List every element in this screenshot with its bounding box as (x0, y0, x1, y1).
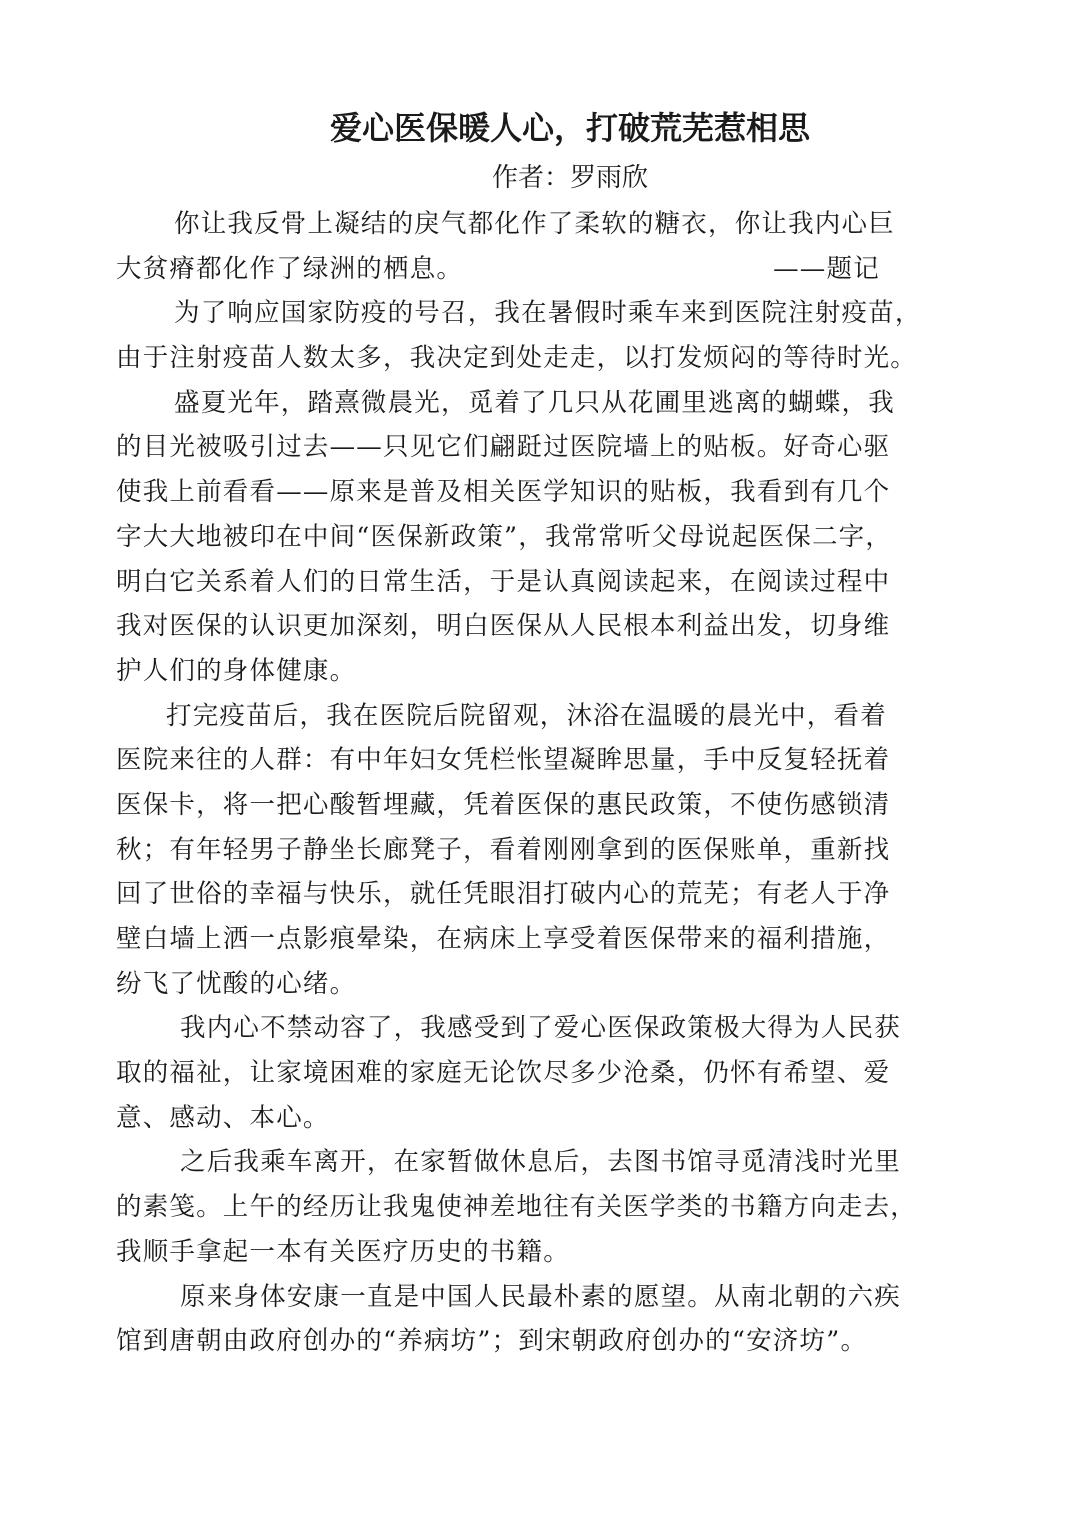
paragraph-line: 秋；有年轻男子静坐长廊凳子，看着刚刚拿到的医保账单，重新找 (116, 834, 891, 865)
paragraph-line: 护人们的身体健康。 (116, 655, 357, 686)
epigraph-text: 大贫瘠都化作了绿洲的栖息。 (116, 253, 464, 284)
essay-title: 爱心医保暖人心，打破荒芜惹相思 (329, 109, 810, 147)
paragraph-line: 原来身体安康一直是中国人民最朴素的愿望。从南北朝的六疾 (180, 1281, 901, 1312)
paragraph-line: 回了世俗的幸福与快乐，就任凭眼泪打破内心的荒芜；有老人于净 (116, 879, 891, 910)
paragraph-line: 使我上前看看——原来是普及相关医学知识的贴板，我看到有几个 (116, 477, 891, 508)
paragraph-line: 为了响应国家防疫的号召，我在暑假时乘车来到医院注射疫苗， (174, 298, 922, 329)
paragraph-line: 之后我乘车离开，在家暂做休息后，去图书馆寻觅清浅时光里 (180, 1147, 901, 1178)
paragraph-line: 我内心不禁动容了，我感受到了爱心医保政策极大得为人民获 (180, 1013, 901, 1044)
epigraph-line (116, 247, 966, 292)
epigraph-line: 你让我反骨上凝结的戾气都化作了柔软的糖衣，你让我内心巨 (174, 209, 895, 239)
essay-body (116, 202, 966, 1364)
paragraph-line: 明白它关系着人们的日常生活，于是认真阅读起来，在阅读过程中 (116, 566, 891, 597)
paragraph-line: 的素笺。上午的经历让我鬼使神差地往有关医学类的书籍方向走去， (116, 1192, 918, 1223)
paragraph-line: 的目光被吸引过去——只见它们翩跹过医院墙上的贴板。好奇心驱 (116, 432, 891, 463)
epigraph-attribution: ——题记 (773, 253, 880, 284)
paragraph-line: 馆到唐朝由政府创办的“养病坊”；到宋朝政府创办的“安济坊”。 (116, 1326, 868, 1357)
paragraph-line: 意、感动、本心。 (116, 1102, 330, 1133)
paragraph-line: 打完疫苗后，我在医院后院留观，沐浴在温暖的晨光中，看着 (166, 700, 887, 731)
paragraph-line: 盛夏光年，踏熹微晨光，觅着了几只从花圃里逃离的蝴蝶，我 (174, 387, 895, 418)
paragraph-line: 壁白墙上洒一点影痕晕染，在病床上享受着医保带来的福利措施， (116, 924, 891, 954)
paragraph-line: 我顺手拿起一本有关医疗历史的书籍。 (116, 1236, 570, 1267)
paragraph-line: 医保卡，将一把心酸暂埋藏，凭着医保的惠民政策，不使伤感锁清 (116, 789, 891, 820)
paragraph-line: 取的福祉，让家境困难的家庭无论饮尽多少沧桑，仍怀有希望、爱 (116, 1058, 891, 1089)
paragraph-line: 纷飞了忧酸的心绪。 (116, 968, 357, 999)
paragraph-line: 由于注射疫苗人数太多，我决定到处走走，以打发烦闷的等待时光。 (116, 343, 918, 374)
author-line: 作者：罗雨欣 (491, 163, 648, 193)
paragraph-line: 字大大地被印在中间“医保新政策”，我常常听父母说起医保二字， (116, 521, 893, 552)
paragraph-line: 我对医保的认识更加深刻，明白医保从人民根本利益出发，切身维 (116, 611, 891, 642)
paragraph-line: 医院来往的人群：有中年妇女凭栏怅望凝眸思量，手中反复轻抚着 (116, 745, 891, 776)
